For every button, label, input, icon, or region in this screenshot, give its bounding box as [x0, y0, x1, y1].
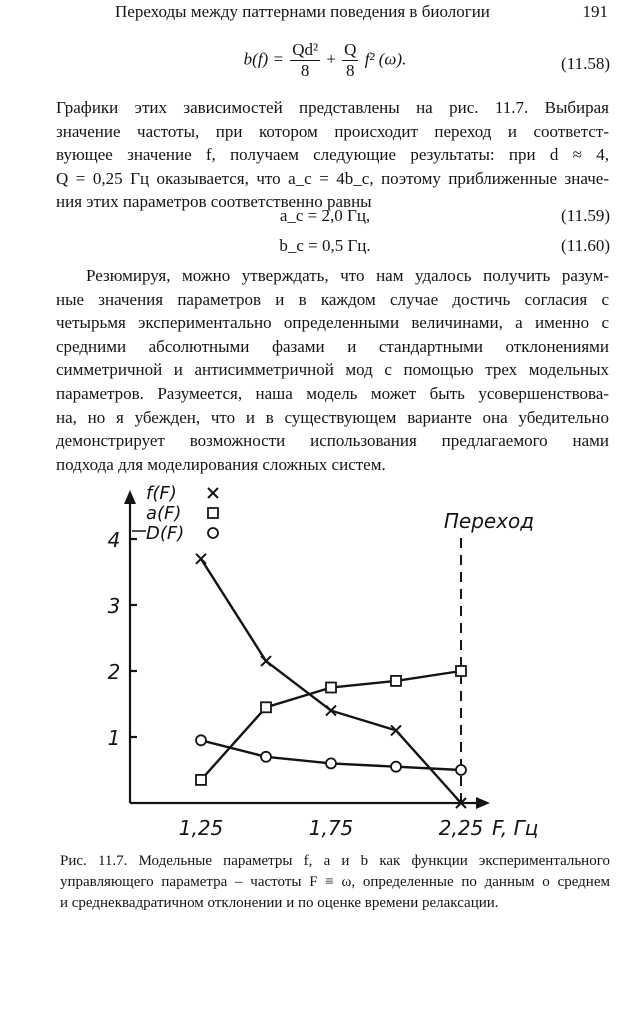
eq-plus: +: [326, 49, 336, 69]
equation-11-60: [40, 236, 610, 264]
square-marker: [391, 676, 401, 686]
circle-marker: [208, 528, 218, 538]
text-line: Графики этих зависимостей представлены на рис. 11.7. Выбирая: [56, 98, 609, 117]
cross-marker: [196, 554, 206, 564]
circle-marker: [326, 758, 336, 768]
equation-11-58: [40, 40, 610, 90]
fraction-2: [342, 40, 358, 81]
y-tick-label: 2: [107, 660, 121, 684]
page-number: 191: [582, 2, 608, 21]
text-line: значение частоты, при котором происходит переход и соответст-: [56, 121, 609, 141]
y-tick-label: 1: [107, 726, 121, 750]
y-axis-arrow: [124, 490, 136, 504]
circle-marker: [456, 765, 466, 775]
caption-line: управляющего параметра – частоты F ≡ ω, определенные по данным о среднем: [60, 874, 610, 890]
text-line: средними абсолютными фазами и стандартными отклонениями: [56, 336, 609, 356]
circle-marker: [391, 762, 401, 772]
figure-caption: [60, 851, 610, 914]
text-line: ния этих параметров соответственно равны: [56, 192, 372, 212]
chart-series: [196, 554, 466, 808]
square-marker: [208, 508, 218, 518]
text-line: демонстрирует возможности использования предлагаемого нами: [56, 431, 609, 451]
transition-label: Переход: [443, 509, 535, 533]
text-line: на, но я убежден, что и в существующем варианте она убедительно: [56, 407, 609, 427]
text-line: подхода для моделирования сложных систем.: [56, 454, 386, 474]
fraction-2-den: 8: [346, 61, 355, 80]
square-marker: [456, 666, 466, 676]
text-line: вующее значение f, получаем следующие результаты: при d ≈ 4,: [56, 145, 609, 165]
square-marker: [261, 702, 271, 712]
fraction-1-num: Qd²: [292, 40, 319, 59]
legend-label: f(F): [146, 483, 177, 504]
text-line: симметричной и антисимметричной мод с помощью трех модельных: [56, 360, 609, 380]
series-0: [196, 554, 466, 808]
caption-line: Рис. 11.7. Модельные параметры f, a и b как функции экспериментального: [60, 853, 610, 869]
caption-line: и среднеквадратичном отклонении и по оценке времени релаксации.: [60, 895, 499, 911]
equation-number: (11.58): [561, 54, 610, 73]
x-tick-label: 1,25: [178, 816, 224, 840]
figure-11-7-chart: [100, 480, 550, 840]
square-marker: [326, 683, 336, 693]
paragraph-2: [56, 264, 609, 476]
equation-11-59-formula: a_c = 2,0 Гц,: [279, 206, 371, 225]
x-axis-arrow: [476, 797, 490, 809]
x-axis-label: F, Гц: [492, 816, 539, 840]
square-marker: [196, 775, 206, 785]
paragraph-1: [56, 96, 609, 214]
cross-marker: [261, 656, 271, 666]
text-line: Резюмируя, можно утверждать, что нам удалось получить разум-: [86, 266, 609, 285]
circle-marker: [196, 735, 206, 745]
circle-marker: [261, 752, 271, 762]
x-tick-label: 1,75: [308, 816, 354, 840]
x-tick-label: 2,25: [438, 816, 484, 840]
legend-label: D(F): [146, 523, 185, 544]
text-line: четырьмя экспериментально определенными величинами, а именно с: [56, 313, 609, 333]
eq-lhs: b(f) =: [243, 49, 284, 69]
equation-11-58-formula: [40, 40, 610, 81]
equation-11-60-formula: b_c = 0,5 Гц.: [279, 236, 371, 255]
legend-label: a(F): [146, 503, 182, 524]
text-line: параметров. Разумеется, наша модель может быть усовершенствова-: [56, 383, 609, 403]
text-line: Q = 0,25 Гц оказывается, что a_c = 4b_c, поэтому приближенные значе-: [56, 168, 609, 188]
cross-marker: [208, 488, 218, 498]
fraction-2-num: Q: [344, 40, 357, 59]
text-line: ные значения параметров и в каждом случае достичь согласия с: [56, 289, 609, 309]
y-tick-label: 3: [107, 594, 121, 618]
fraction-1-den: 8: [300, 61, 310, 80]
running-title: Переходы между паттернами поведения в биологии: [115, 2, 490, 21]
chart-legend: [132, 483, 218, 544]
fraction-1: [290, 40, 320, 81]
equation-11-59: [40, 206, 610, 234]
equation-number: (11.60): [561, 236, 610, 255]
equation-number: (11.59): [561, 206, 610, 225]
y-tick-label: 4: [107, 528, 121, 552]
running-header: [115, 2, 620, 26]
eq-tail: f² (ω).: [364, 49, 407, 69]
